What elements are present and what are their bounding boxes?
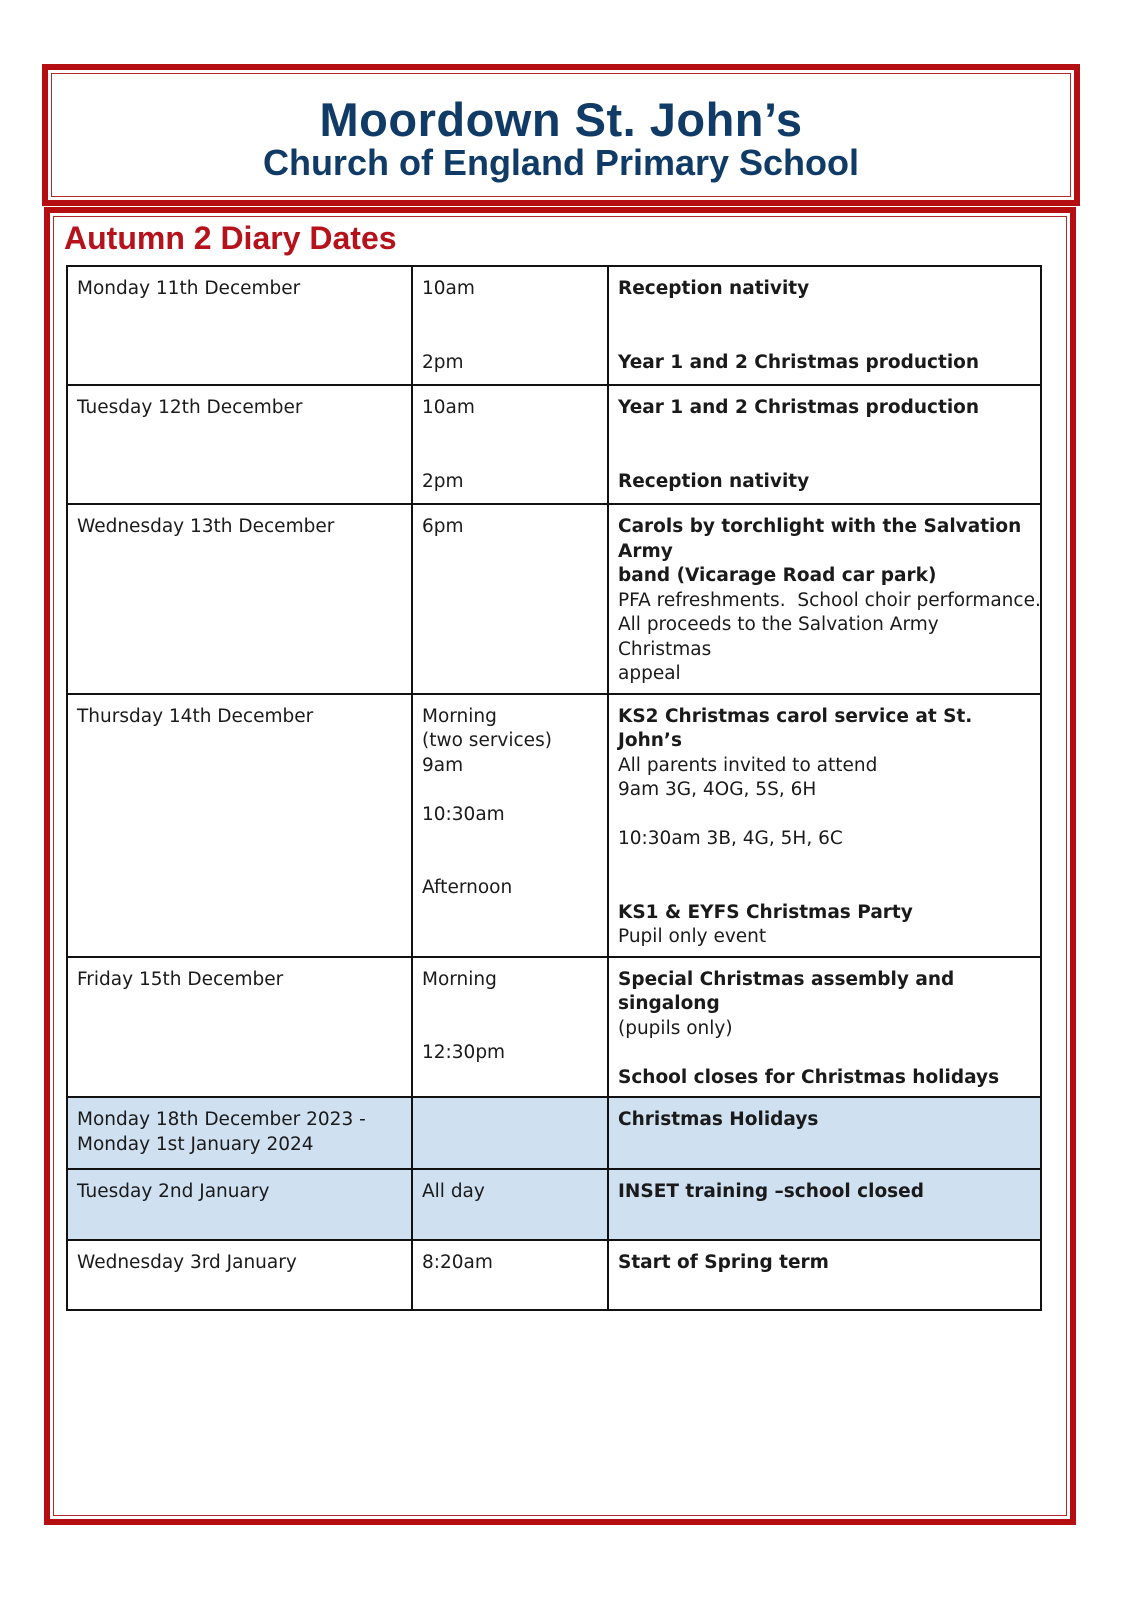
date-text: Friday 15th December xyxy=(77,968,284,990)
event-title: Year 1 and 2 Christmas production xyxy=(618,397,980,418)
date-text: Wednesday 13th December xyxy=(77,516,335,537)
table-row xyxy=(67,266,1041,385)
time-text: 10am xyxy=(422,397,475,418)
event-title: band (Vicarage Road car park) xyxy=(618,565,937,586)
event-cell xyxy=(608,504,1041,694)
event-detail: All parents invited to attend xyxy=(618,754,878,776)
date-cell xyxy=(67,957,412,1098)
date-text: Tuesday 2nd January xyxy=(77,1181,270,1202)
event-cell xyxy=(608,1097,1041,1169)
event-title: School closes for Christmas holidays xyxy=(618,1066,1000,1088)
time-text: 12:30pm xyxy=(422,1042,506,1063)
date-cell xyxy=(67,504,412,694)
event-title: Carols by torchlight with the Salvation Army xyxy=(618,516,1022,562)
time-cell xyxy=(412,694,608,957)
event-cell xyxy=(608,694,1041,957)
event-title: Start of Spring term xyxy=(618,1252,829,1273)
time-text: 2pm xyxy=(422,470,464,492)
time-text: (two services) xyxy=(422,730,552,751)
event-cell xyxy=(608,1169,1041,1240)
event-title: KS1 & EYFS Christmas Party xyxy=(618,901,913,923)
event-title: Year 1 and 2 Christmas production xyxy=(618,351,980,373)
date-cell xyxy=(67,385,412,504)
event-title: Reception nativity xyxy=(618,470,810,492)
time-text: 10:30am xyxy=(422,803,505,825)
date-cell xyxy=(67,1097,412,1169)
event-detail: 10:30am 3B, 4G, 5H, 6C xyxy=(618,828,843,849)
date-text: Wednesday 3rd January xyxy=(77,1252,297,1273)
time-text: 9am xyxy=(422,754,464,776)
table-row xyxy=(67,1240,1041,1310)
date-cell xyxy=(67,1169,412,1240)
event-title: Reception nativity xyxy=(618,278,810,299)
date-text: Monday 11th December xyxy=(77,278,301,299)
table-row xyxy=(67,504,1041,694)
time-cell xyxy=(412,1240,608,1310)
time-text: Morning xyxy=(422,705,497,727)
time-cell xyxy=(412,504,608,694)
time-text: 6pm xyxy=(422,516,464,537)
event-detail: (pupils only) xyxy=(618,1017,733,1039)
date-cell xyxy=(67,1240,412,1310)
table-row-holiday xyxy=(67,1097,1041,1169)
section-title: Autumn 2 Diary Dates xyxy=(64,220,397,256)
time-text: All day xyxy=(422,1181,485,1202)
event-cell xyxy=(608,266,1041,385)
table-row xyxy=(67,694,1041,957)
time-cell xyxy=(412,1097,608,1169)
time-text: 10am xyxy=(422,278,475,299)
diary-dates-table xyxy=(66,265,1042,1311)
date-cell xyxy=(67,266,412,385)
event-cell xyxy=(608,957,1041,1098)
header-box xyxy=(42,64,1080,206)
date-text: Tuesday 12th December xyxy=(77,397,303,418)
event-detail: PFA refreshments. School choir performance. xyxy=(618,589,1041,611)
time-text: 2pm xyxy=(422,351,464,373)
time-text: Morning xyxy=(422,968,497,990)
event-detail: 9am 3G, 4OG, 5S, 6H xyxy=(618,779,817,800)
table-row-inset xyxy=(67,1169,1041,1240)
table-row xyxy=(67,385,1041,504)
date-text: Monday 18th December 2023 - xyxy=(77,1109,366,1130)
event-detail: appeal xyxy=(618,663,681,684)
time-cell xyxy=(412,1169,608,1240)
event-title: Special Christmas assembly and singalong xyxy=(618,968,955,1014)
time-cell xyxy=(412,385,608,504)
event-detail: All proceeds to the Salvation Army Christmas xyxy=(618,614,939,660)
event-detail: Pupil only event xyxy=(618,926,767,947)
date-text: Monday 1st January 2024 xyxy=(77,1133,314,1155)
event-title: INSET training –school closed xyxy=(618,1181,924,1202)
school-name: Moordown St. John’s xyxy=(319,93,803,146)
event-cell xyxy=(608,1240,1041,1310)
date-text: Thursday 14th December xyxy=(77,705,314,727)
event-title: KS2 Christmas carol service at St. John’s xyxy=(618,705,973,751)
table-row xyxy=(67,957,1041,1098)
school-subtitle: Church of England Primary School xyxy=(262,142,860,183)
event-title: Christmas Holidays xyxy=(618,1109,819,1130)
time-text: Afternoon xyxy=(422,877,513,898)
time-cell xyxy=(412,957,608,1098)
date-cell xyxy=(67,694,412,957)
time-text: 8:20am xyxy=(422,1252,493,1273)
time-cell xyxy=(412,266,608,385)
event-cell xyxy=(608,385,1041,504)
